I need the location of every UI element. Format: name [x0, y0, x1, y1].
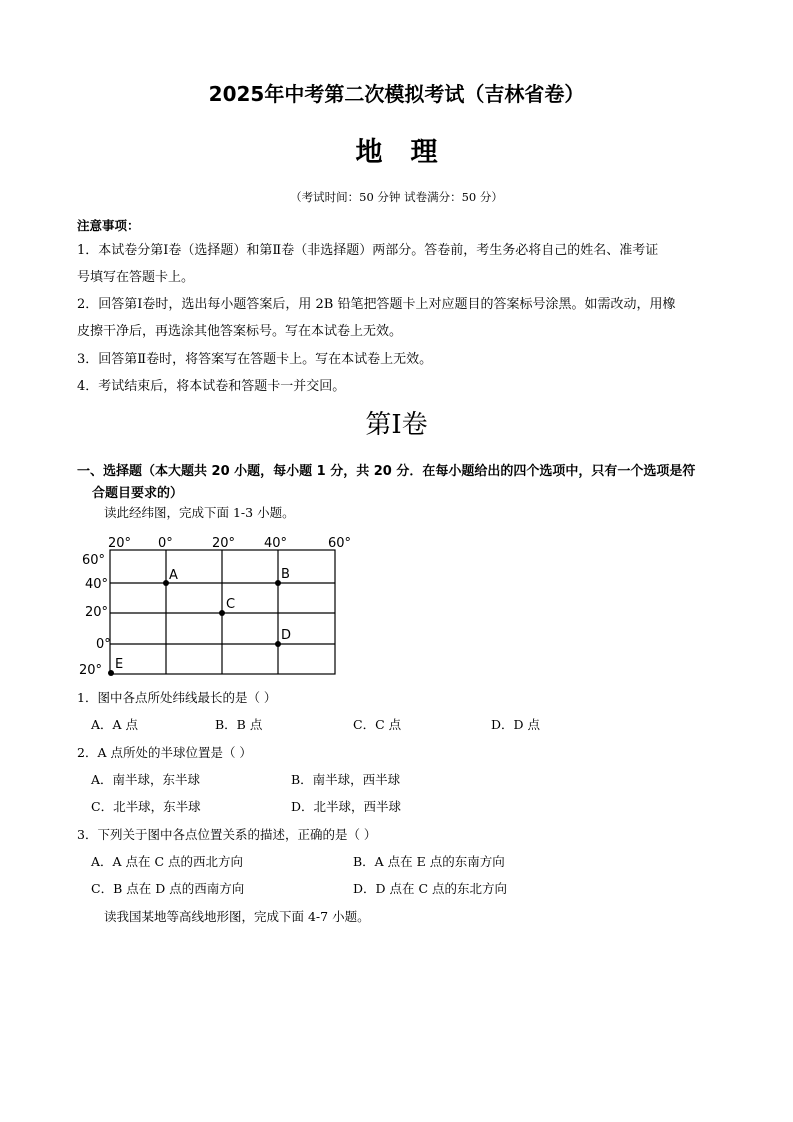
lat-label: 0° [96, 637, 111, 652]
option: A．A 点 [91, 717, 139, 732]
notice-line: 2．回答第Ⅰ卷时，选出每小题答案后，用 2B 铅笔把答题卡上对应题目的答案标号涂黑。如需改动，用橡 [77, 297, 676, 312]
notice-line: 号填写在答题卡上。 [77, 270, 195, 285]
part-header: 一、选择题（本大题共 20 小题，每小题 1 分，共 20 分．在每小题给出的四个选项中，只有一个选项是符 [77, 464, 696, 479]
option: D．北半球，西半球 [291, 799, 402, 814]
question-stem: 1．图中各点所处纬线最长的是（ ） [77, 690, 277, 705]
notice-line: 4．考试结束后，将本试卷和答题卡一并交回。 [77, 379, 346, 394]
exam-title: 2025年中考第二次模拟考试（吉林省卷） [208, 82, 585, 106]
lon-label: 40° [264, 536, 288, 551]
option: A．A 点在 C 点的西北方向 [91, 854, 244, 869]
point-a-label: A [169, 568, 178, 583]
point-e-dot [108, 670, 114, 676]
part-header-cont: 合题目要求的） [92, 486, 184, 501]
question-stem: 3．下列关于图中各点位置关系的描述，正确的是（ ） [77, 827, 377, 842]
lon-label: 20° [212, 536, 236, 551]
lat-label: 20° [85, 605, 109, 620]
lat-label: 20° [79, 663, 103, 678]
option: B．A 点在 E 点的东南方向 [353, 854, 505, 869]
option: C．北半球，东半球 [91, 799, 201, 814]
map-intro: 读此经纬图，完成下面 1-3 小题。 [104, 505, 295, 520]
point-c-dot [219, 610, 225, 616]
option: C．B 点在 D 点的西南方向 [91, 881, 245, 896]
option: C．C 点 [353, 717, 402, 732]
subject-title: 地理 [355, 137, 466, 168]
point-b-label: B [281, 567, 290, 582]
lat-lon-grid-map [72, 534, 372, 682]
lon-label: 0° [158, 536, 173, 551]
question-stem: 2．A 点所处的半球位置是（ ） [77, 745, 252, 760]
option: B．B 点 [215, 717, 263, 732]
notice-line: 3．回答第Ⅱ卷时，将答案写在答题卡上。写在本试卷上无效。 [77, 352, 433, 367]
option: A．南半球，东半球 [91, 772, 201, 787]
section-title: 第Ⅰ卷 [365, 410, 428, 440]
exam-time-info: （考试时间：50 分钟 试卷满分：50 分） [290, 190, 503, 204]
option: D．D 点 [491, 717, 541, 732]
point-e-label: E [115, 657, 124, 672]
lon-label: 60° [328, 536, 352, 551]
lat-label: 40° [85, 577, 109, 592]
point-d-label: D [281, 628, 292, 643]
lat-label: 60° [82, 553, 106, 568]
lon-label: 20° [108, 536, 132, 551]
option: D．D 点在 C 点的东北方向 [353, 881, 508, 896]
next-intro: 读我国某地等高线地形图，完成下面 4-7 小题。 [104, 909, 370, 924]
notice-line: 1．本试卷分第Ⅰ卷（选择题）和第Ⅱ卷（非选择题）两部分。答卷前，考生务必将自己的姓名、准考证 [77, 243, 659, 258]
notice-title: 注意事项： [77, 218, 140, 233]
point-c-label: C [226, 597, 236, 612]
option: B．南半球，西半球 [291, 772, 401, 787]
notice-line: 皮擦干净后，再选涂其他答案标号。写在本试卷上无效。 [77, 324, 403, 339]
